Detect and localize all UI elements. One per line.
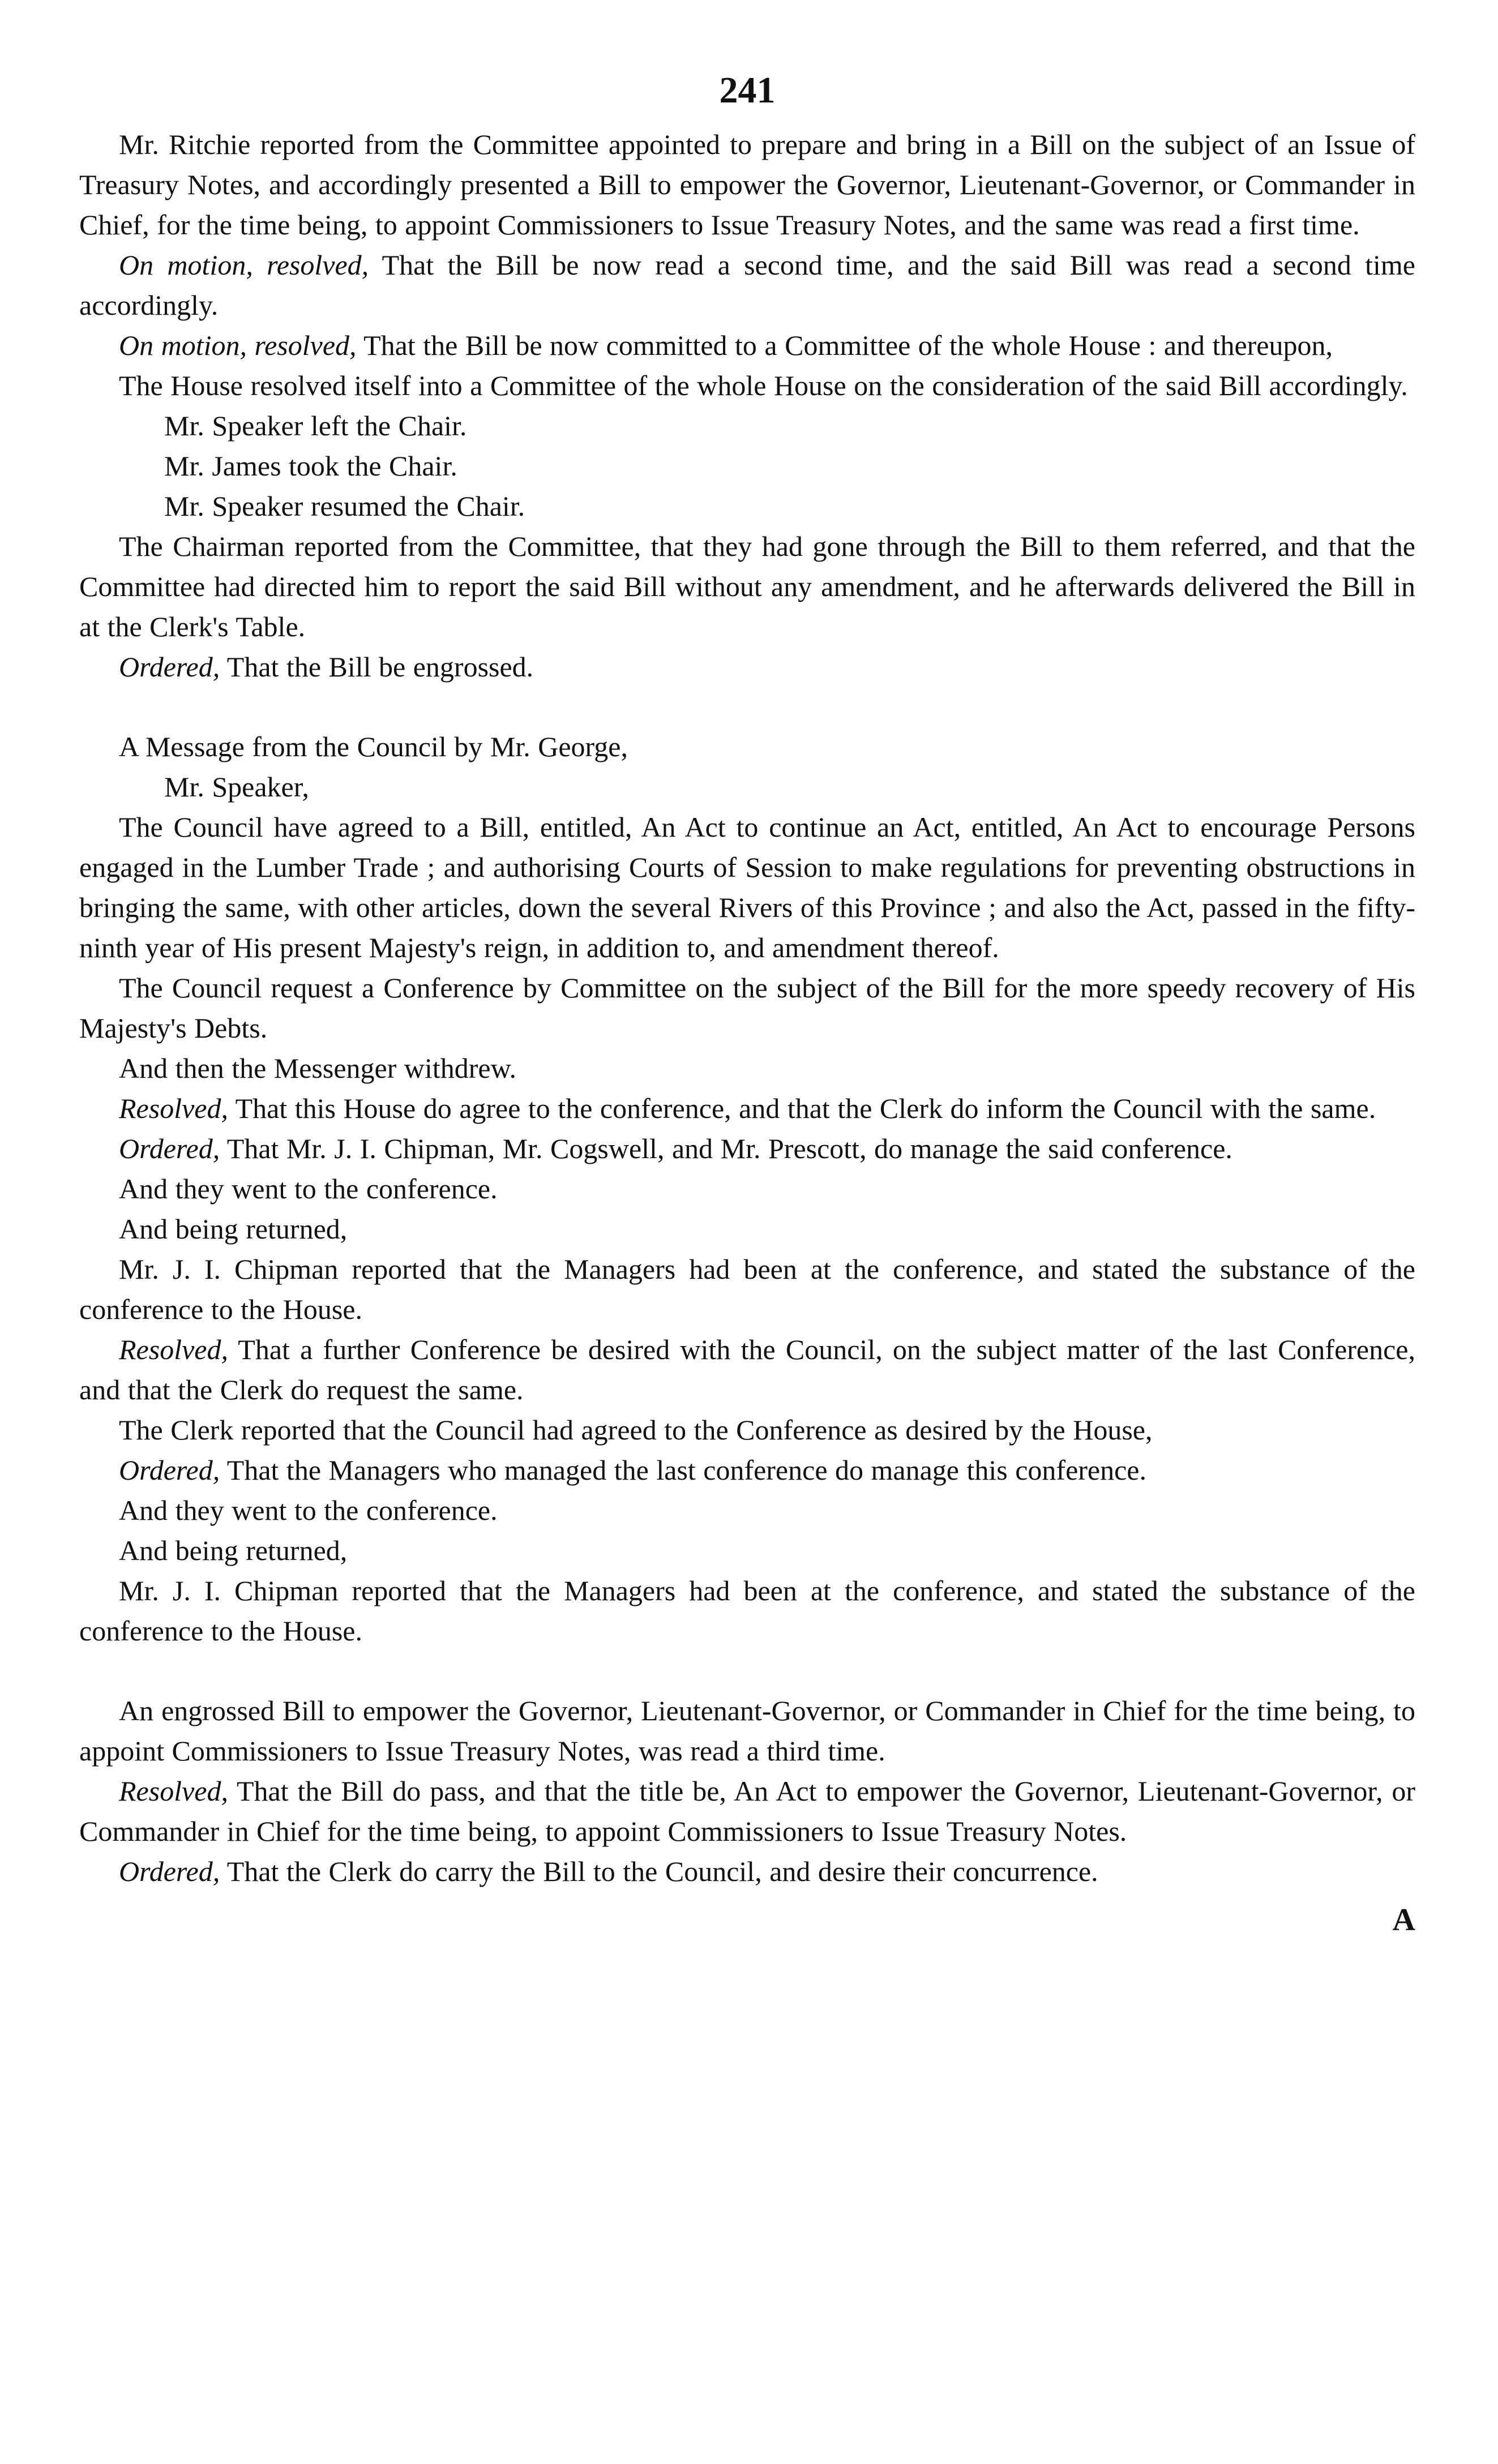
paragraph-text: That the Clerk do carry the Bill to the Council, and desire their concurrence. <box>220 1856 1098 1887</box>
paragraph-resolved-pass <box>79 1771 1415 1852</box>
paragraph-chairman-report <box>79 526 1415 647</box>
paragraph-went-conference <box>79 1169 1415 1209</box>
paragraph-text: The Council request a Conference by Committee on the subject of the Bill for the more speedy recovery of His Majesty's Debts. <box>79 972 1415 1044</box>
paragraph-text: That Mr. J. I. Chipman, Mr. Cogswell, and Mr. Prescott, do manage the said conference. <box>220 1133 1232 1164</box>
paragraph-text: Mr. Ritchie reported from the Committee appointed to prepare and bring in a Bill on the subject of an Issue of Treasury Notes, and accordingly presented a Bill to empower the Governor, Lieutenant-Governor, or Commander in Chief, for the time being, to appoint Commissioners to Issue Treasury Notes, and the same was read a first time. <box>79 128 1415 241</box>
paragraph-clerk-reported <box>79 1410 1415 1450</box>
paragraph-lead: Ordered, <box>119 651 220 683</box>
paragraph-text: And they went to the conference. <box>119 1494 498 1526</box>
paragraph-text: And being returned, <box>119 1535 348 1566</box>
paragraph-text: That the Bill be now read a second time, and the said Bill was read a second time accordingly. <box>79 249 1416 321</box>
paragraph-text: The House resolved itself into a Committee of the whole House on the consideration of the said Bill accordingly. <box>119 370 1408 401</box>
paragraph-text: Mr. Speaker left the Chair. <box>164 410 467 442</box>
paragraph-text: That the Bill do pass, and that the title be, An Act to empower the Governor, Lieutenant-Governor, or Commander in Chief for the time being, to appoint Commissioners to Issue Treasury Notes. <box>79 1775 1415 1847</box>
paragraph-being-returned <box>79 1209 1415 1249</box>
paragraph-lead: Resolved, <box>119 1775 228 1807</box>
paragraph-text: That the Managers who managed the last conference do manage this conference. <box>220 1454 1146 1486</box>
paragraph-text: And being returned, <box>119 1213 348 1245</box>
paragraph-text: The Council have agreed to a Bill, entitled, An Act to continue an Act, entitled, An Act to encourage Persons engaged in the Lumber Trade ; and authorising Courts of Session to make regulations for preventing obstructions in bringing the same, with other articles, down the several Rivers of this Province ; and also the Act, passed in the fifty-ninth year of His present Majesty's reign, in addition to, and amendment thereof. <box>79 811 1415 963</box>
paragraph-ordered-same-managers <box>79 1450 1415 1490</box>
paragraph-text: Mr. Speaker resumed the Chair. <box>164 490 525 522</box>
paragraph-text: A Message from the Council by Mr. George, <box>119 731 628 762</box>
page-number: 241 <box>719 70 776 111</box>
paragraph-lumber-act <box>79 807 1415 968</box>
paragraph-ordered-managers <box>79 1129 1415 1169</box>
catchword: A <box>1392 1902 1415 1938</box>
paragraph-text: The Clerk reported that the Council had agreed to the Conference as desired by the House, <box>119 1414 1153 1446</box>
paragraph-text: That the Bill be engrossed. <box>220 651 534 683</box>
paragraph-lead: Ordered, <box>119 1856 220 1887</box>
paragraph-text: Mr. J. I. Chipman reported that the Managers had been at the conference, and stated the substance of the conference to the House. <box>79 1575 1415 1647</box>
paragraph-text: An engrossed Bill to empower the Governor, Lieutenant-Governor, or Commander in Chief for the time being, to appoint Commissioners to Issue Treasury Notes, was read a third time. <box>79 1695 1415 1767</box>
paragraph-chipman-report-2 <box>79 1571 1415 1651</box>
paragraph-text: That this House do agree to the conference, and that the Clerk do inform the Council with the same. <box>228 1092 1376 1124</box>
paragraph-resolved-further <box>79 1330 1415 1410</box>
paragraph-text: That the Bill be now committed to a Committee of the whole House : and thereupon, <box>356 329 1333 361</box>
paragraph-committal <box>79 325 1415 366</box>
paragraph-being-returned-2 <box>79 1531 1415 1571</box>
paragraph-text: The Chairman reported from the Committee, that they had gone through the Bill to them referred, and that the Committee had directed him to report the said Bill without any amendment, and he afterwards delivered the Bill in at the Clerk's Table. <box>79 530 1415 642</box>
paragraph-text: Mr. Speaker, <box>164 771 309 803</box>
paragraph-mr-speaker <box>79 767 1415 807</box>
paragraph-speaker-resumed <box>79 486 1415 526</box>
paragraph-chipman-report <box>79 1249 1415 1330</box>
paragraph-house-resolved <box>79 366 1415 406</box>
paragraph-lead: Ordered, <box>119 1133 220 1164</box>
paragraph-messenger-withdrew <box>79 1048 1415 1089</box>
document-page <box>79 68 1415 1943</box>
paragraph-conference-request <box>79 968 1415 1048</box>
paragraph-text: Mr. James took the Chair. <box>164 450 457 482</box>
paragraph-council-message <box>79 727 1415 767</box>
paragraph-engrossed-third-reading <box>79 1691 1415 1771</box>
paragraph-speaker-left <box>79 406 1415 446</box>
paragraph-text: Mr. J. I. Chipman reported that the Managers had been at the conference, and stated the substance of the conference to the House. <box>79 1253 1415 1325</box>
paragraph-text: And they went to the conference. <box>119 1173 498 1205</box>
paragraph-lead: On motion, resolved, <box>119 329 357 361</box>
paragraph-resolved-agree <box>79 1089 1415 1129</box>
paragraph-went-conference-2 <box>79 1490 1415 1531</box>
paragraph-lead: On motion, resolved, <box>119 249 369 281</box>
paragraph-second-reading <box>79 245 1415 325</box>
paragraph-ritchie-report <box>79 125 1415 245</box>
paragraph-lead: Ordered, <box>119 1454 220 1486</box>
paragraph-ordered-engrossed <box>79 647 1415 687</box>
paragraph-lead: Resolved, <box>119 1334 228 1365</box>
paragraph-text: That a further Conference be desired with the Council, on the subject matter of the last Conference, and that the Clerk do request the same. <box>79 1334 1415 1405</box>
paragraph-james-chair <box>79 446 1415 486</box>
paragraph-ordered-carry-bill <box>79 1852 1415 1892</box>
paragraph-lead: Resolved, <box>119 1092 228 1124</box>
paragraph-text: And then the Messenger withdrew. <box>119 1052 516 1084</box>
